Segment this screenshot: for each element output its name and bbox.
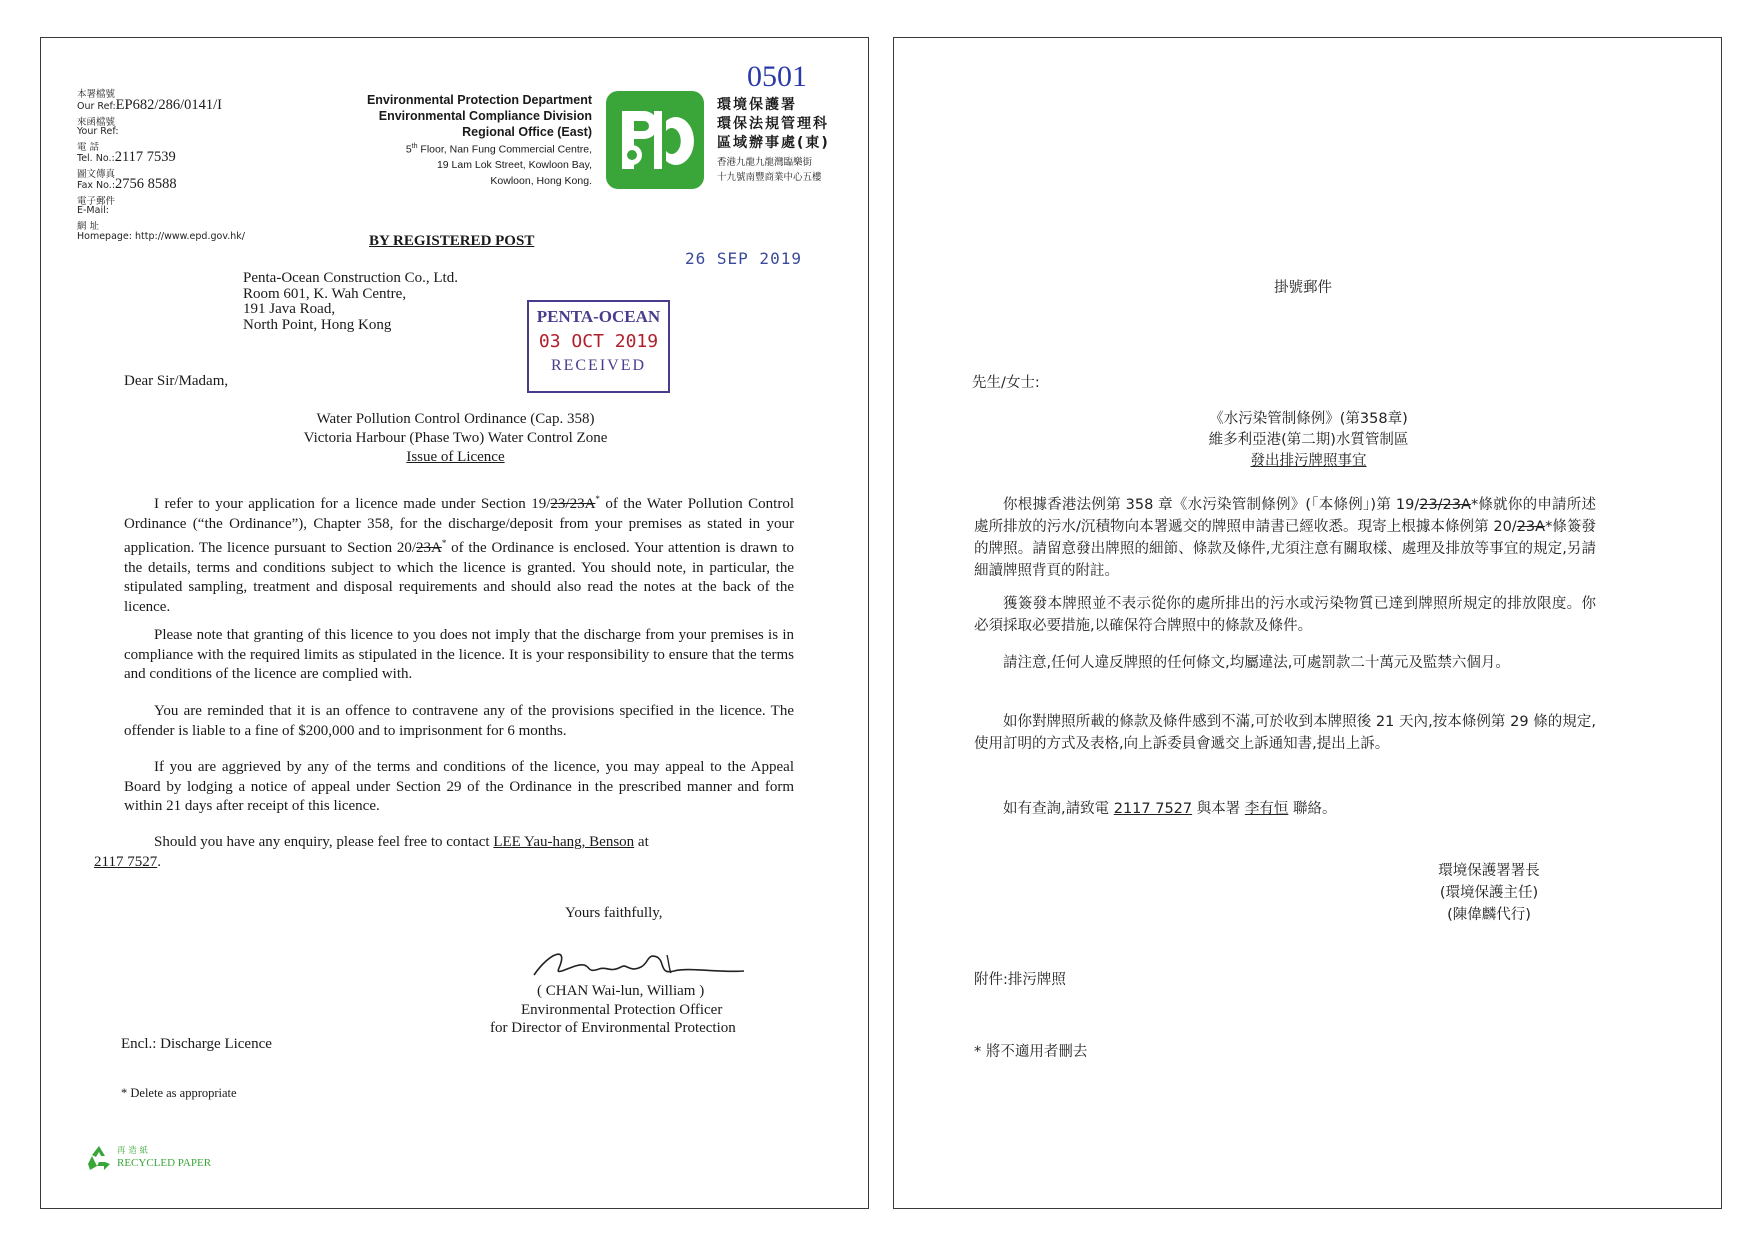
- contact-phone: 2117 7527: [94, 853, 158, 870]
- paragraph-1: I refer to your application for a licence made under Section 19/23/23A* of the Water Pollution Control Ordinance (“the Ordinance”), Chapter 358, for the discharge/deposit from your premises as stated in your application. The licence pursuant to Section 20/23A* of the Ordinance is enclosed. Your attention is drawn to the details, terms and conditions subject to which the licence is granted. You should note, in particular, the stipulated sampling, treatment and disposal requirements and should also read the notes at the back of the licence.: [124, 494, 794, 615]
- office-name: Regional Office (East): [462, 125, 592, 139]
- paragraph-2: Please note that granting of this licence to you does not imply that the discharge from your premises is in compliance with the required limits as stipulated in the licence. It is your responsibility to ensure that the terms and conditions of the licence are complied with.: [124, 627, 794, 682]
- zh-address-2: 十九號南豐商業中心五樓: [717, 172, 822, 183]
- zh-subject-block: [894, 409, 1723, 472]
- zh-dept-name: 環境保護署: [717, 97, 797, 113]
- received-stamp: [527, 300, 670, 393]
- division-name: Environmental Compliance Division: [378, 109, 592, 123]
- closing: Yours faithfully,: [565, 905, 663, 921]
- file-number: 0501: [747, 60, 807, 93]
- zh-division-name: 環保法規管理科: [717, 116, 829, 132]
- enclosure: Encl.: Discharge Licence: [121, 1036, 272, 1052]
- zh-paragraph-3: 請注意,任何人違反牌照的任何條文,均屬違法,可處罰款二十萬元及監禁六個月。: [1003, 655, 1510, 671]
- date-stamp: 26 SEP 2019: [685, 249, 802, 268]
- fax-row: [77, 175, 177, 193]
- our-ref-zh-label: 本署檔號: [77, 89, 116, 100]
- tel-value: 2117 7539: [114, 149, 176, 165]
- zh-contact-phone: 2117 7527: [1113, 801, 1193, 817]
- signatory-title: Environmental Protection Officer: [521, 1002, 723, 1018]
- our-ref-value: EP682/286/0141/I: [115, 97, 222, 113]
- zh-paragraph-4: 如你對牌照所載的條款及條件感到不滿,可於收到本牌照後 21 天內,按本條例第 29 條的規定,使用訂明的方式及表格,向上訴委員會遞交上訴通知書,提出上訴。: [974, 714, 1596, 752]
- address-city: Kowloon, Hong Kong.: [490, 175, 592, 187]
- paragraph-3: You are reminded that it is an offence to contravene any of the provisions specified in the licence. The offender is liable to a fine of $200,000 and to imprisonment for 6 months.: [124, 703, 794, 739]
- our-ref-row: [77, 96, 222, 114]
- salutation: Dear Sir/Madam,: [124, 373, 229, 389]
- zh-sig-line: (陳偉麟代行): [1447, 907, 1531, 923]
- signatory-name: ( CHAN Wai-lun, William ): [537, 983, 705, 999]
- zh-subject-line: 《水污染管制條例》(第358章): [1209, 411, 1408, 427]
- zh-sig-line: (環境保護主任): [1439, 885, 1539, 901]
- subject-block: [41, 410, 870, 467]
- tel-label: Tel. No.:: [77, 153, 115, 164]
- zh-paragraph-1: 你根據香港法例第 358 章《水污染管制條例》(「本條例」)第 19/23/23A*條就你的申請所述處所排放的污水/沉積物向本署遞交的牌照申請書已經收悉。現寄上根據本條例第 20/23A*條簽發的牌照。請留意發出牌照的細節、條款及條件,尤須注意有關取樣、處理及排放等事宜的規定,另請細讀牌照背頁的附註。: [974, 497, 1597, 579]
- zh-paragraph-2: 獲簽發本牌照並不表示從你的處所排出的污水或污染物質已達到牌照所規定的排放限度。你必須採取必要措施,以確保符合牌照中的條款及條件。: [974, 596, 1596, 634]
- zh-contact-name: 李有恒: [1244, 801, 1289, 817]
- stamp-company: PENTA-OCEAN: [536, 307, 661, 326]
- zh-address-1: 香港九龍九龍灣臨樂街: [717, 157, 813, 168]
- homepage-label: Homepage: http://www.epd.gov.hk/: [77, 231, 245, 242]
- fax-zh-label: 圖文傳真: [77, 169, 116, 180]
- recycled-zh: 再 造 紙: [117, 1146, 148, 1156]
- footnote: * Delete as appropriate: [121, 1086, 237, 1100]
- recipient-line: Penta-Ocean Construction Co., Ltd.: [243, 270, 458, 286]
- subject-line: Victoria Harbour (Phase Two) Water Control Zone: [303, 430, 608, 446]
- english-letter-page: [40, 37, 869, 1209]
- epd-logo: [606, 91, 704, 189]
- address-street: 19 Lam Lok Street, Kowloon Bay,: [436, 159, 592, 171]
- signature: [529, 943, 749, 988]
- recipient-address: [243, 271, 458, 333]
- contact-name: LEE Yau-hang, Benson: [493, 834, 635, 850]
- subject-title: Issue of Licence: [406, 449, 505, 465]
- email-label: E-Mail:: [77, 205, 109, 216]
- zh-signature-block: [1404, 860, 1574, 926]
- zh-office-name: 區域辦事處(東): [717, 135, 830, 151]
- address-floor: 5th Floor, Nan Fung Commercial Centre,: [405, 143, 592, 156]
- homepage-zh-label: 網 址: [77, 221, 100, 232]
- signatory-for: for Director of Environmental Protection: [490, 1020, 736, 1036]
- zh-salutation: 先生/女士:: [972, 375, 1040, 391]
- paragraph-4: If you are aggrieved by any of the terms and conditions of the licence, you may appeal to the Appeal Board by lodging a notice of appeal under Section 29 of the Ordinance in the prescribed manner and form within 21 days after receipt of this licence.: [124, 759, 794, 814]
- tel-zh-label: 電 話: [77, 142, 100, 153]
- tel-row: [77, 148, 176, 166]
- email-zh-label: 電子郵件: [77, 196, 116, 207]
- zh-delivery-method: 掛號郵件: [1274, 280, 1332, 296]
- your-ref-zh-label: 來函檔號: [77, 117, 116, 128]
- recipient-line: Room 601, K. Wah Centre,: [243, 285, 407, 302]
- zh-footnote: * 將不適用者刪去: [974, 1044, 1088, 1060]
- delivery-method: BY REGISTERED POST: [369, 233, 535, 249]
- stamp-label: RECEIVED: [550, 357, 647, 374]
- zh-attachment: 附件:排污牌照: [974, 972, 1066, 988]
- recycled-en: RECYCLED PAPER: [117, 1157, 212, 1169]
- dept-name: Environmental Protection Department: [366, 93, 592, 107]
- fax-label: Fax No.:: [77, 180, 116, 191]
- zh-subject-line: 維多利亞港(第二期)水質管制區: [1208, 432, 1409, 448]
- subject-line: Water Pollution Control Ordinance (Cap. 358): [316, 411, 595, 427]
- stamp-date: 03 OCT 2019: [538, 331, 659, 352]
- recipient-line: North Point, Hong Kong: [243, 316, 392, 333]
- recycle-icon: [85, 1144, 113, 1177]
- recipient-line: 191 Java Road,: [243, 301, 336, 317]
- chinese-letter-page: [893, 37, 1722, 1209]
- our-ref-label: Our Ref:: [77, 101, 116, 112]
- paragraph-5: Should you have any enquiry, please feel free to contact LEE Yau-hang, Benson at 2117 7527.: [94, 834, 649, 870]
- zh-sig-line: 環境保護署署長: [1438, 863, 1540, 879]
- your-ref-label: Your Ref:: [77, 126, 119, 137]
- zh-subject-title: 發出排污牌照事宜: [1250, 453, 1367, 469]
- zh-paragraph-5: 如有查詢,請致電 2117 7527 與本署 李有恒 聯絡。: [1003, 801, 1337, 817]
- fax-value: 2756 8588: [115, 176, 177, 192]
